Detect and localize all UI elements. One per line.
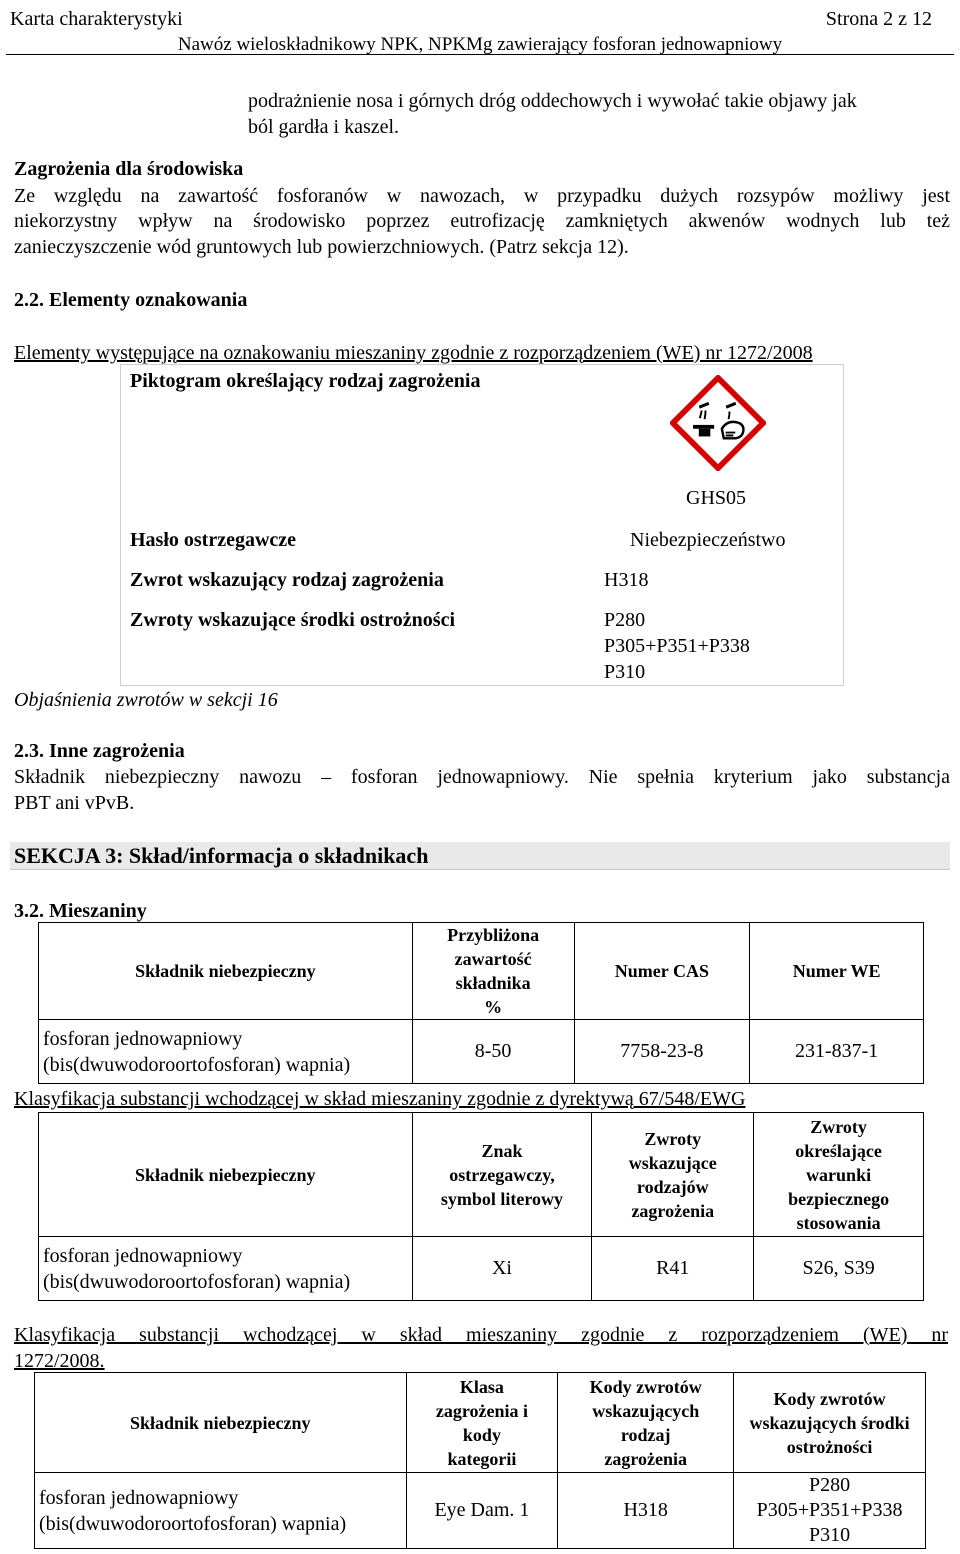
header-line: bezpiecznego — [788, 1188, 890, 1209]
section-3-title: SEKCJA 3: Skład/informacja o składnikach — [14, 843, 429, 868]
table-row — [39, 1237, 924, 1301]
table-row — [35, 1373, 926, 1473]
header-line: kody — [462, 1424, 501, 1445]
continued-line-1: podrażnienie nosa i górnych dróg oddechowych i wywołać takie objawy jak — [248, 90, 857, 112]
header-rule — [6, 54, 954, 55]
header-line: Klasa — [459, 1376, 504, 1397]
header-line: Kody zwrotów — [589, 1376, 702, 1397]
corrosion-icon — [670, 375, 766, 471]
hazard-statement-value: H318 — [604, 569, 649, 591]
symbol-cell: Xi — [412, 1237, 592, 1301]
env-hazards-line-2: niekorzystny wpływ na środowisko poprzez eutrofizację zamkniętych akwenów wodnych lub też — [14, 210, 950, 232]
header-cell: Składnik niebezpieczny — [39, 1113, 413, 1237]
header-line: kategorii — [447, 1448, 517, 1469]
pictogram-label: Piktogram określający rodzaj zagrożenia — [130, 370, 481, 392]
table-row — [39, 1020, 924, 1084]
section-2-3-title: 2.3. Inne zagrożenia — [14, 740, 185, 762]
header-line: stosowania — [796, 1212, 881, 1233]
header-cell: Numer CAS — [574, 923, 750, 1020]
header-line: Kody zwrotów — [773, 1388, 886, 1409]
component-line: (bis(dwuwodoroortofosforan) wapnia) — [39, 1512, 347, 1535]
header-line: Znak — [481, 1140, 523, 1161]
signal-word-value: Niebezpieczeństwo — [630, 529, 786, 551]
precaution-line: P305+P351+P338 — [756, 1499, 903, 1521]
section-3-2-title: 3.2. Mieszaniny — [14, 900, 147, 922]
hazard-statement-label: Zwrot wskazujący rodzaj zagrożenia — [130, 569, 444, 591]
precautionary-statements-label: Zwroty wskazujące środki ostrożności — [130, 609, 455, 631]
class-67548-title: Klasyfikacja substancji wchodzącej w skład mieszaniny zgodnie z dyrektywą 67/548/EWG — [14, 1088, 746, 1110]
table-row — [39, 1113, 924, 1237]
precaution-line: P280 — [808, 1474, 851, 1496]
header-cell: Numer WE — [750, 923, 924, 1020]
header-line: % — [484, 997, 503, 1017]
table-row — [39, 923, 924, 1020]
header-line: wskazujących — [592, 1400, 700, 1421]
header-cell — [412, 1113, 592, 1237]
precaution-line: P310 — [808, 1524, 851, 1546]
precautionary-statement-3: P310 — [604, 661, 646, 683]
header-cell: Składnik niebezpieczny — [35, 1373, 407, 1473]
mixture-table — [38, 922, 924, 1084]
header-line: ostrożności — [786, 1436, 873, 1457]
component-cell — [35, 1473, 407, 1549]
signal-word-label: Hasło ostrzegawcze — [130, 529, 297, 551]
header-line: rodzajów — [636, 1176, 709, 1197]
risk-cell: R41 — [592, 1237, 754, 1301]
section-2-3-line-2: PBT ani vPvB. — [14, 792, 135, 814]
header-line: ostrzegawczy, — [449, 1164, 555, 1185]
component-line: fosforan jednowapniowy — [39, 1486, 239, 1509]
header-line: symbol literowy — [440, 1188, 564, 1209]
header-line: zawartość składnika — [454, 949, 532, 993]
header-line: rodzaj — [620, 1424, 671, 1445]
classification-1272-table — [34, 1372, 926, 1549]
class-1272-title-line-2: 1272/2008. — [14, 1350, 105, 1372]
header-line: zagrożenia i — [435, 1400, 529, 1421]
component-line: fosforan jednowapniowy — [43, 1244, 243, 1267]
header-line: określające — [795, 1140, 882, 1161]
header-line: warunki — [806, 1164, 872, 1185]
header-doc-type: Karta charakterystyki — [10, 8, 183, 30]
hazard-cell: H318 — [558, 1473, 734, 1549]
header-line: Zwroty — [810, 1116, 867, 1137]
continued-line-2: ból gardła i kaszel. — [248, 116, 400, 138]
cas-cell: 7758-23-8 — [574, 1020, 750, 1084]
explanations-note: Objaśnienia zwrotów w sekcji 16 — [14, 689, 278, 711]
safety-cell: S26, S39 — [754, 1237, 924, 1301]
header-cell — [412, 923, 574, 1020]
content-cell: 8-50 — [412, 1020, 574, 1084]
header-line: Zwroty — [644, 1128, 702, 1149]
header-cell — [558, 1373, 734, 1473]
section-2-2-subtitle: Elementy występujące na oznakowaniu mieszaniny zgodnie z rozporządzeniem (WE) nr 1272/2008 — [14, 342, 813, 364]
header-line: wskazujące — [628, 1152, 717, 1173]
class-1272-title-line-1: Klasyfikacja substancji wchodzącej w skład mieszaniny zgodnie z rozporządzeniem (WE) nr — [14, 1324, 948, 1346]
precaution-cell — [734, 1473, 926, 1549]
header-cell — [406, 1373, 558, 1473]
env-hazards-line-3: zanieczyszczenie wód gruntowych lub powierzchniowych. (Patrz sekcja 12). — [14, 236, 629, 258]
header-product-name: Nawóz wieloskładnikowy NPK, NPKMg zawierający fosforan jednowapniowy — [177, 34, 783, 55]
we-cell: 231-837-1 — [750, 1020, 924, 1084]
component-line: (bis(dwuwodoroortofosforan) wapnia) — [43, 1270, 351, 1293]
component-line: (bis(dwuwodoroortofosforan) wapnia) — [43, 1053, 351, 1076]
precautionary-statement-1: P280 — [604, 609, 646, 631]
header-line: Przybliżona — [447, 925, 540, 945]
header-cell: Składnik niebezpieczny — [39, 923, 413, 1020]
table-row — [35, 1473, 926, 1549]
pictogram-code: GHS05 — [686, 487, 747, 509]
class-cell: Eye Dam. 1 — [406, 1473, 558, 1549]
env-hazards-title: Zagrożenia dla środowiska — [14, 158, 244, 180]
component-line: fosforan jednowapniowy — [43, 1027, 243, 1050]
section-2-3-line-1: Składnik niebezpieczny nawozu – fosforan jednowapniowy. Nie spełnia kryterium jako substancja — [14, 766, 950, 788]
section-2-2-title: 2.2. Elementy oznakowania — [14, 289, 248, 311]
component-cell — [39, 1020, 413, 1084]
header-line: zagrożenia — [631, 1200, 715, 1221]
header-line: wskazujących środki — [749, 1412, 910, 1433]
header-line: zagrożenia — [604, 1448, 688, 1469]
classification-67548-table — [38, 1112, 924, 1301]
header-page-number: Strona 2 z 12 — [825, 8, 932, 30]
header-cell — [734, 1373, 926, 1473]
header-cell — [592, 1113, 754, 1237]
env-hazards-line-1: Ze względu na zawartość fosforanów w nawozach, w przypadku dużych rozsypów możliwy jest — [14, 185, 950, 207]
precautionary-statement-2: P305+P351+P338 — [604, 635, 750, 657]
component-cell — [39, 1237, 413, 1301]
header-cell — [754, 1113, 924, 1237]
